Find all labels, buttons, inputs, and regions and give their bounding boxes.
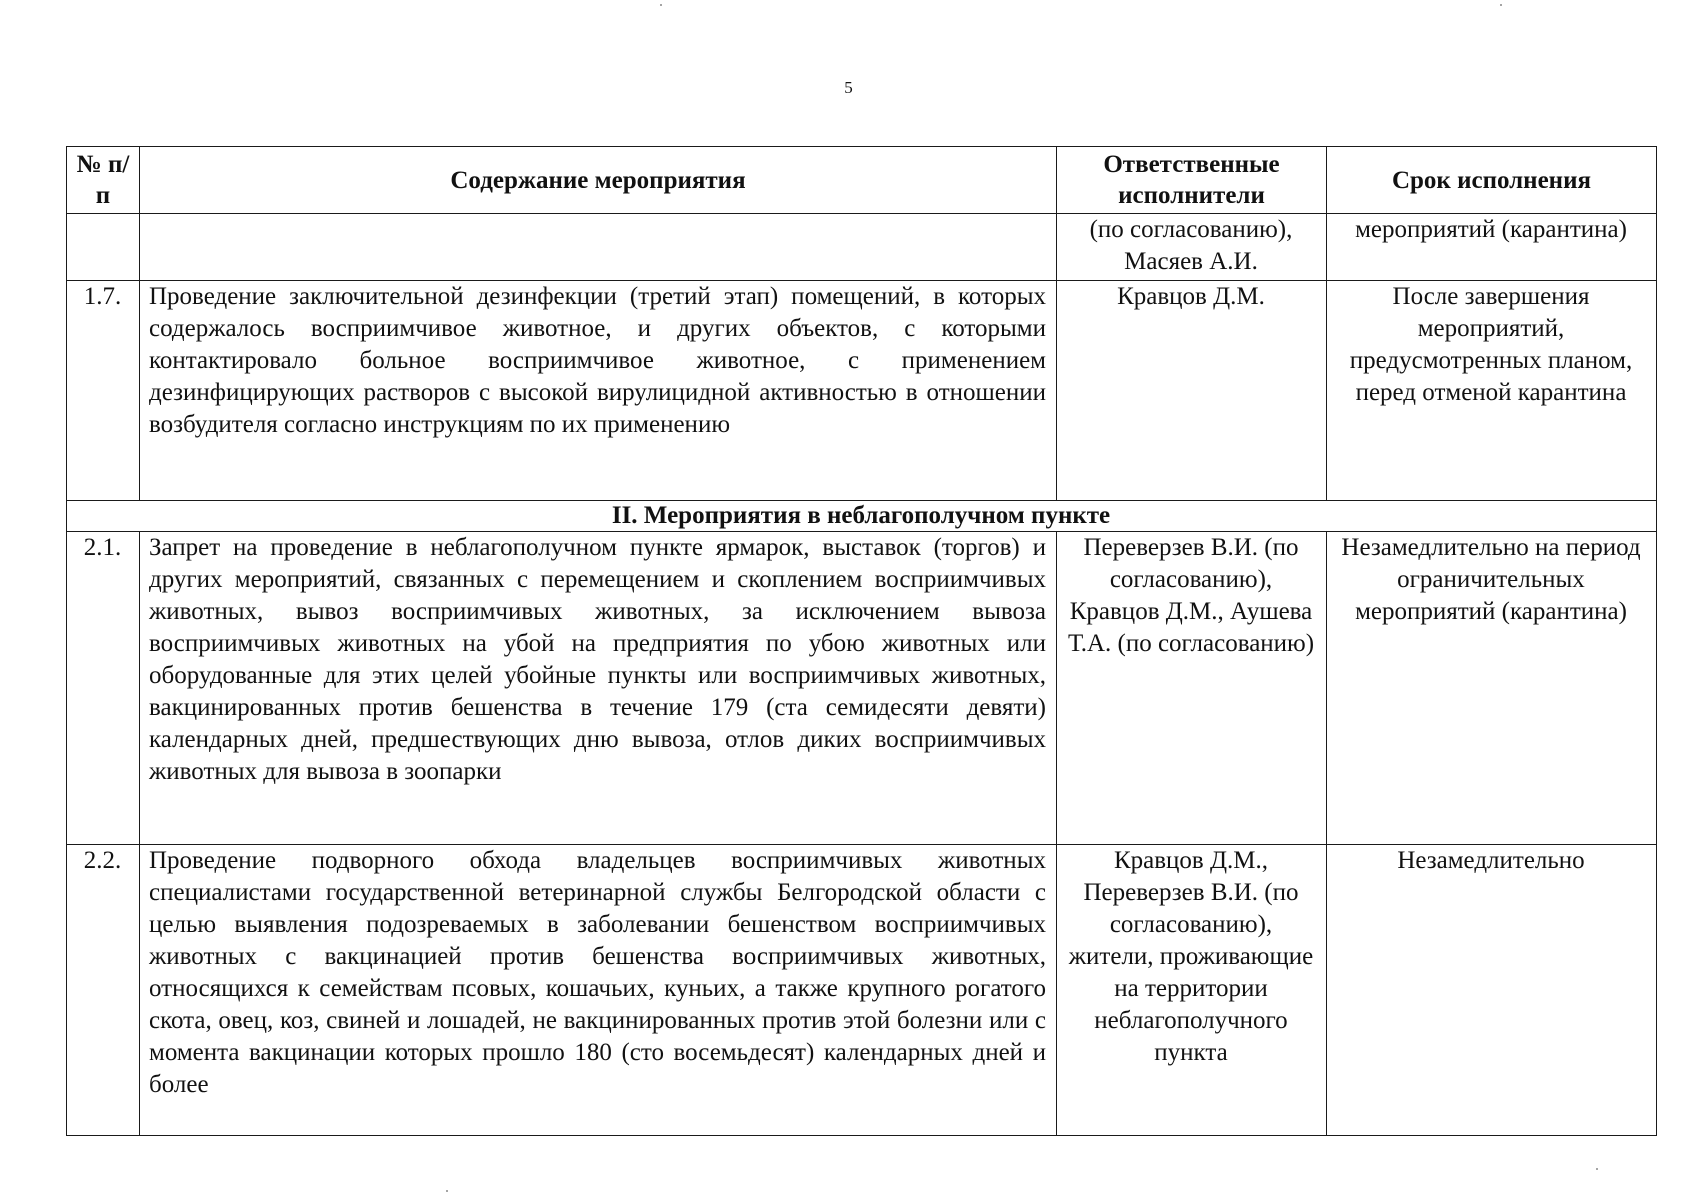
section-title: II. Мероприятия в неблагополучном пункте <box>67 501 1657 532</box>
cell-num: 2.1. <box>67 532 140 845</box>
cell-term: После завершения мероприятий, предусмотренных планом, перед отменой карантина <box>1327 281 1657 501</box>
table-row-2-2 <box>67 845 1657 1136</box>
cell-num: 1.7. <box>67 281 140 501</box>
cell-content: Проведение заключительной дезинфекции (третий этап) помещений, в которых содержалось восприимчивое животное, и других объектов, с которыми контактировало больное восприимчивое животное, с применением дезинфицирующих растворов с высокой вирулицидной активностью в отношении возбудителя согласно инструкциям по их применению <box>140 281 1057 501</box>
cell-responsible: Переверзев В.И. (по согласованию), Кравцов Д.М., Аушева Т.А. (по согласованию) <box>1057 532 1327 845</box>
cell-term: Незамедлительно на период ограничительных мероприятий (карантина) <box>1327 532 1657 845</box>
cell-responsible: Кравцов Д.М., Переверзев В.И. (по согласованию), жители, проживающие на территории неблагополучного пункта <box>1057 845 1327 1136</box>
scan-speck <box>660 4 662 6</box>
cell-term: Незамедлительно <box>1327 845 1657 1136</box>
page-number: 5 <box>844 78 853 97</box>
cell-num: 2.2. <box>67 845 140 1136</box>
cell-responsible: Кравцов Д.М. <box>1057 281 1327 501</box>
cell-term: мероприятий (карантина) <box>1327 214 1657 281</box>
measures-table <box>66 146 1657 1136</box>
table-row-continuation <box>67 214 1657 281</box>
table-row-2-1 <box>67 532 1657 845</box>
header-num: № п/п <box>67 147 140 214</box>
header-responsible: Ответственные исполнители <box>1057 147 1327 214</box>
section-heading-row <box>67 501 1657 532</box>
table-row-1-7 <box>67 281 1657 501</box>
scan-speck <box>446 1190 448 1192</box>
table-header-row <box>67 147 1657 214</box>
header-content: Содержание мероприятия <box>140 147 1057 214</box>
cell-content: Проведение подворного обхода владельцев восприимчивых животных специалистами государственной ветеринарной службы Белгородской области с целью выявления подозреваемых в заболевании бешенством восприимчивых животных с вакцинацией против бешенства восприимчивых животных, относящихся к семействам псовых, кошачьих, куньих, а также крупного рогатого скота, овец, коз, свиней и лошадей, не вакцинированных против этой болезни или с момента вакцинации которых прошло 180 (сто восемьдесят) календарных дней и более <box>140 845 1057 1136</box>
scan-speck <box>1500 4 1502 6</box>
header-term: Срок исполнения <box>1327 147 1657 214</box>
cell-responsible: (по согласованию), Масяев А.И. <box>1057 214 1327 281</box>
cell-content: Запрет на проведение в неблагополучном пункте ярмарок, выставок (торгов) и других мероприятий, связанных с перемещением и скоплением восприимчивых животных, вывоз восприимчивых животных, за исключением вывоза восприимчивых животных на убой на предприятия по убою животных или оборудованные для этих целей убойные пункты или восприимчивых животных, вакцинированных против бешенства в течение 179 (ста семидесяти девяти) календарных дней, предшествующих дню вывоза, отлов диких восприимчивых животных для вывоза в зоопарки <box>140 532 1057 845</box>
cell-content <box>140 214 1057 281</box>
cell-num <box>67 214 140 281</box>
scan-speck <box>1596 1168 1598 1170</box>
